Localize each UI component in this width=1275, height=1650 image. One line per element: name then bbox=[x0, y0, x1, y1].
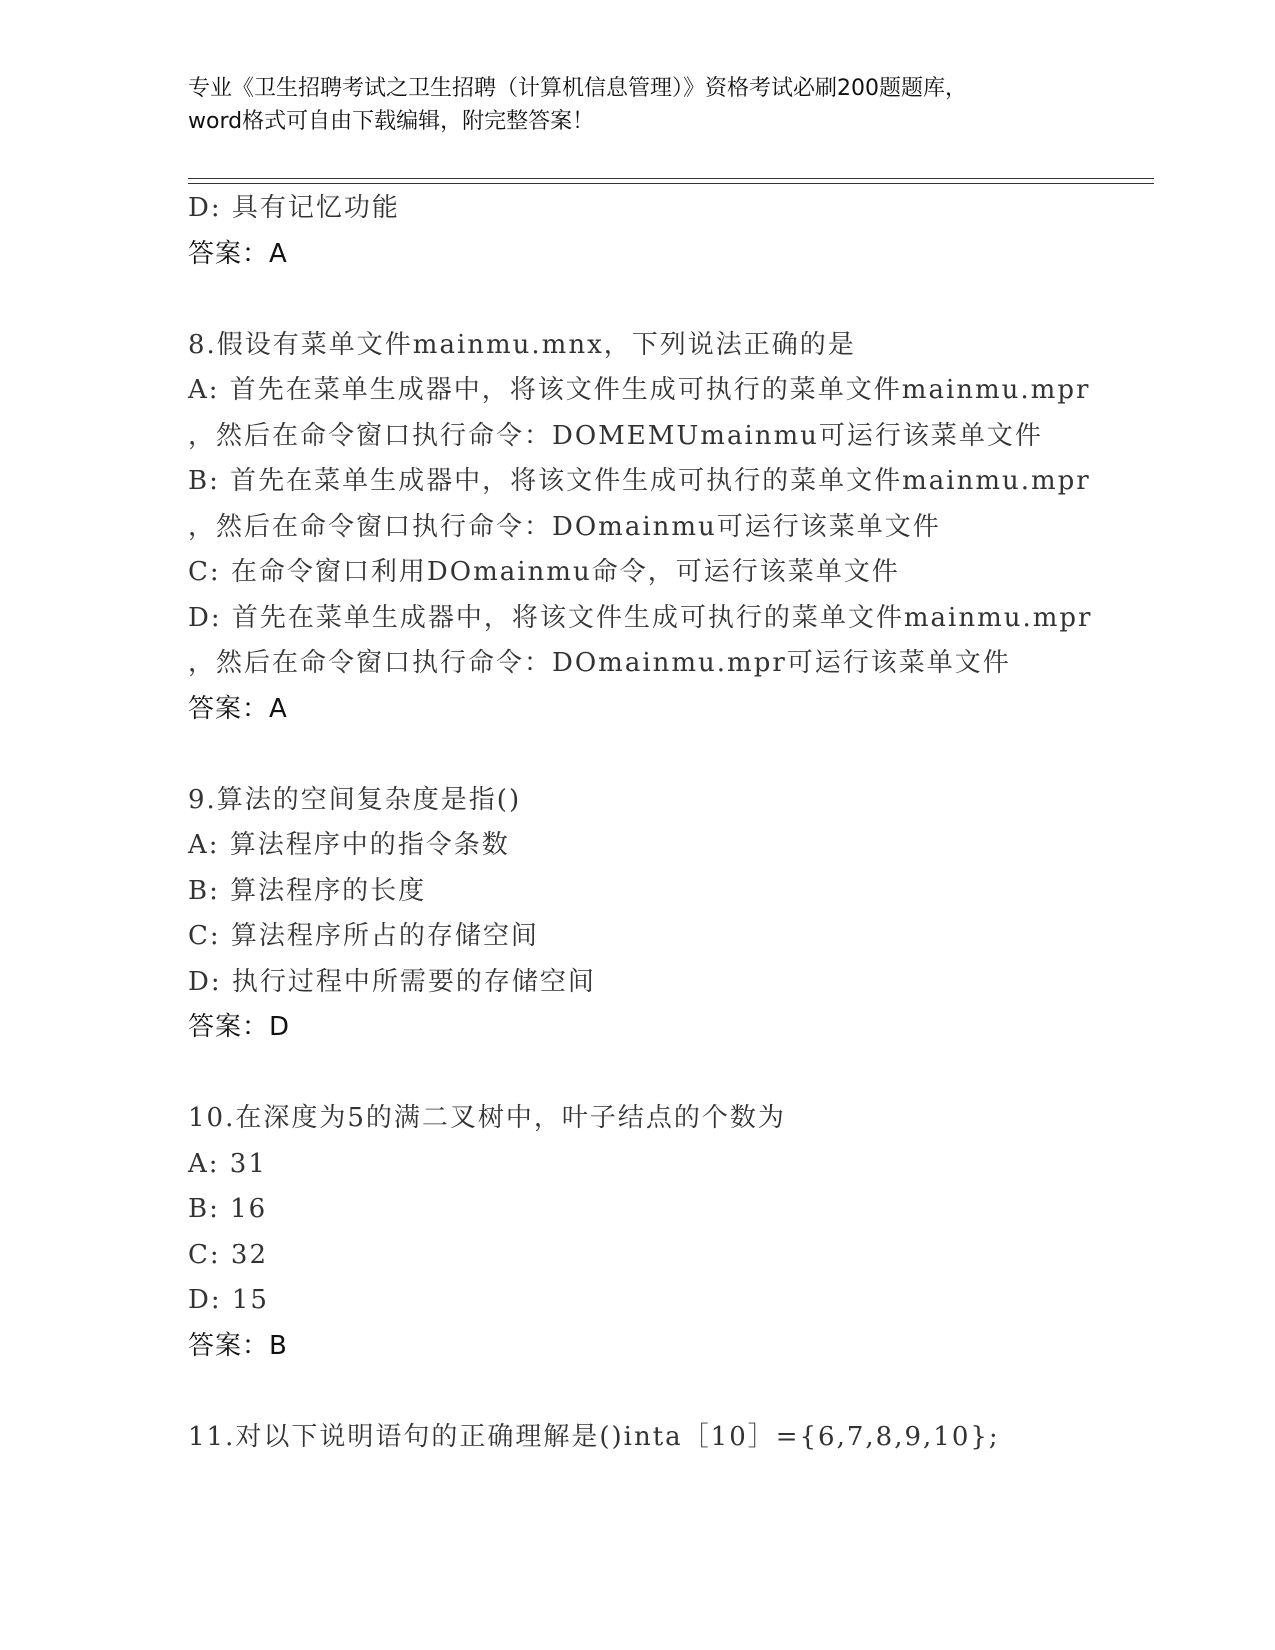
question-text: 11.对以下说明语句的正确理解是()inta［10］={6,7,8,9,10}; bbox=[188, 1421, 1000, 1452]
option-a: A: 首先在菜单生成器中，将该文件生成可执行的菜单文件mainmu.mpr bbox=[188, 375, 1091, 405]
option-b-continued: ，然后在命令窗口执行命令：DOmainmu可运行该菜单文件 bbox=[188, 511, 941, 542]
question-text: 9.算法的空间复杂度是指() bbox=[188, 784, 522, 815]
answer: 答案：A bbox=[188, 238, 288, 269]
question-11 bbox=[188, 1415, 1188, 1461]
option-d: D: 具有记忆功能 bbox=[188, 193, 400, 223]
question-text: 8.假设有菜单文件mainmu.mnx，下列说法正确的是 bbox=[188, 329, 856, 360]
question-10 bbox=[188, 1096, 1188, 1369]
header-divider-bottom bbox=[188, 183, 1154, 184]
answer: 答案：D bbox=[188, 1012, 291, 1042]
option-a: A: 31 bbox=[188, 1148, 267, 1179]
document-header bbox=[188, 72, 1088, 138]
spacer bbox=[188, 1369, 1188, 1415]
header-line-1: 专业《卫生招聘考试之卫生招聘（计算机信息管理）》资格考试必刷200题题库， bbox=[188, 76, 967, 101]
option-b: B: 首先在菜单生成器中，将该文件生成可执行的菜单文件mainmu.mpr bbox=[188, 466, 1091, 496]
spacer bbox=[188, 277, 1188, 323]
option-b: B: 算法程序的长度 bbox=[188, 875, 427, 906]
option-d-continued: ，然后在命令窗口执行命令：DOmainmu.mpr可运行该菜单文件 bbox=[188, 648, 1011, 678]
question-9 bbox=[188, 778, 1188, 1051]
option-a: A: 算法程序中的指令条数 bbox=[188, 830, 510, 860]
option-b: B: 16 bbox=[188, 1194, 268, 1224]
document-body bbox=[188, 186, 1188, 1460]
spacer bbox=[188, 732, 1188, 778]
question-text: 10.在深度为5的满二叉树中，叶子结点的个数为 bbox=[188, 1103, 786, 1133]
option-d: D: 15 bbox=[188, 1285, 269, 1315]
answer: 答案：B bbox=[188, 1330, 288, 1361]
option-c: C: 算法程序所占的存储空间 bbox=[188, 921, 539, 951]
question-8 bbox=[188, 323, 1188, 733]
option-c: C: 在命令窗口利用DOmainmu命令，可运行该菜单文件 bbox=[188, 557, 900, 587]
option-d: D: 首先在菜单生成器中，将该文件生成可执行的菜单文件mainmu.mpr bbox=[188, 602, 1093, 633]
option-d: D: 执行过程中所需要的存储空间 bbox=[188, 966, 596, 997]
header-divider-top bbox=[188, 178, 1154, 179]
spacer bbox=[188, 1051, 1188, 1097]
answer: 答案：A bbox=[188, 693, 288, 724]
option-a-continued: ，然后在命令窗口执行命令：DOMEMUmainmu可运行该菜单文件 bbox=[188, 420, 1043, 451]
header-line-2: word格式可自由下载编辑，附完整答案！ bbox=[188, 109, 595, 134]
option-c: C: 32 bbox=[188, 1239, 269, 1270]
